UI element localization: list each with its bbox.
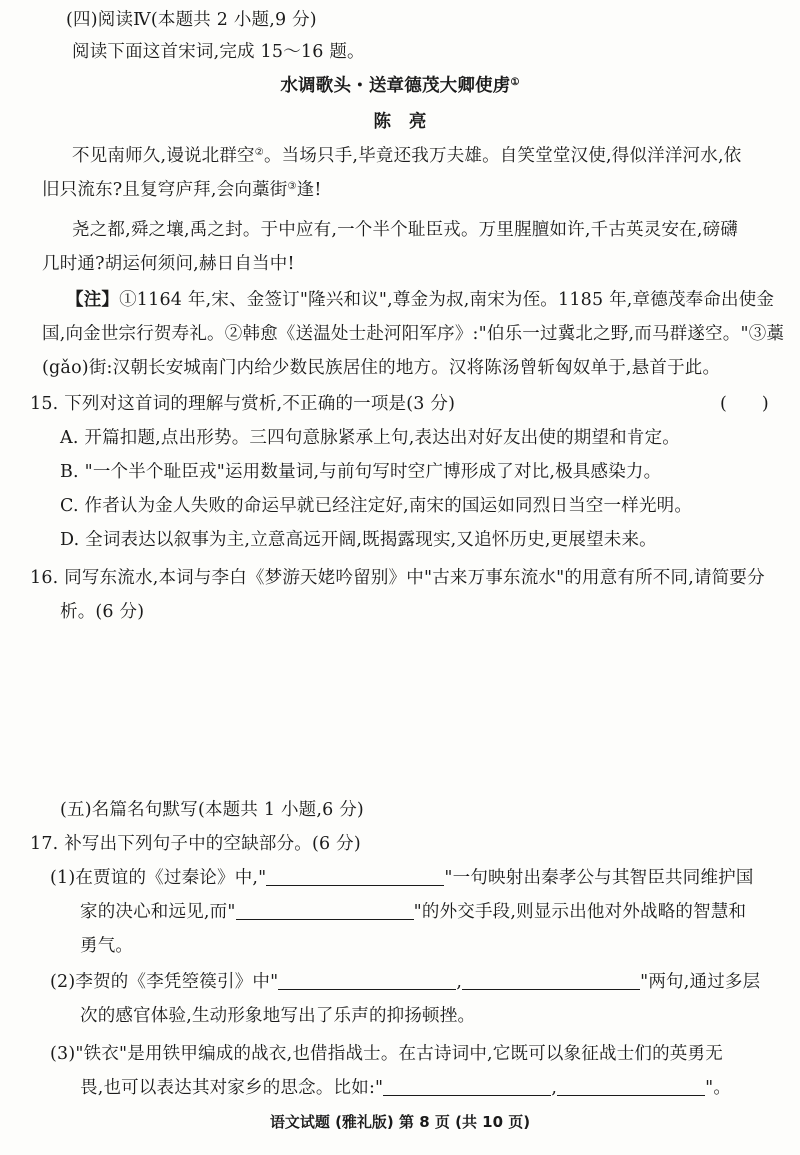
q17-stem: 17. 补写出下列句子中的空缺部分。(6 分): [30, 834, 361, 854]
q17-blank-3[interactable]: [278, 971, 456, 990]
notes-label: 【注】: [66, 290, 120, 310]
q15-answer-paren[interactable]: ( ): [720, 394, 769, 414]
q17-text: 家的决心和远见,而": [80, 902, 236, 922]
q15-stem: 15. 下列对这首词的理解与赏析,不正确的一项是(3 分): [30, 394, 456, 414]
poem-stanza2-line2: 几时通?胡运何须问,赫日自当中!: [42, 254, 295, 274]
poem-author: 陈 亮: [373, 112, 427, 132]
q17-blank-6[interactable]: [557, 1077, 705, 1096]
q15-option-b[interactable]: B. "一个半个耻臣戎"运用数量词,与前句写时空广博形成了对比,极具感染力。: [60, 462, 662, 482]
q17-text: (2)李贺的《李凭箜篌引》中": [50, 972, 279, 992]
q16-stem-line2: 析。(6 分): [60, 602, 145, 622]
poem-text: 不见南师久,谩说北群空: [72, 146, 255, 166]
poem-title: [0, 74, 800, 98]
q17-part3-line1: (3)"铁衣"是用铁甲编成的战衣,也借指战士。在古诗词中,它既可以象征战士们的英勇无: [50, 1044, 723, 1064]
footnote-ref-3: ③: [287, 181, 297, 192]
footnote-ref-2: ②: [254, 147, 264, 158]
q17-part2-line2: 次的感官体验,生动形象地写出了乐声的抑扬顿挫。: [80, 1006, 476, 1026]
section4-heading: (四)阅读Ⅳ(本题共 2 小题,9 分): [66, 10, 317, 30]
section4-instruction: 阅读下面这首宋词,完成 15～16 题。: [72, 42, 365, 62]
poem-text: 逢!: [296, 180, 322, 200]
q15-option-a[interactable]: A. 开篇扣题,点出形势。三四句意脉紧承上句,表达出对好友出使的期望和肯定。: [60, 428, 680, 448]
q15-option-d[interactable]: D. 全词表达以叙事为主,立意高远开阔,既揭露现实,又追怀历史,更展望未来。: [60, 530, 657, 550]
q17-blank-5[interactable]: [383, 1077, 551, 1096]
q17-text: 畏,也可以表达其对家乡的思念。比如:": [80, 1078, 384, 1098]
q17-text: "一句映射出秦孝公与其智臣共同维护国: [444, 868, 754, 888]
q17-blank-1[interactable]: [266, 867, 444, 886]
notes-line3: (gǎo)街:汉朝长安城南门内给少数民族居住的地方。汉将陈汤曾斩匈奴单于,悬首于此。: [42, 358, 721, 378]
q17-blank-4[interactable]: [462, 971, 640, 990]
poem-stanza2-line1: 尧之都,舜之壤,禹之封。于中应有,一个半个耻臣戎。万里腥膻如许,千古英灵安在,磅礴: [72, 220, 739, 240]
section5-heading: (五)名篇名句默写(本题共 1 小题,6 分): [60, 800, 364, 820]
q17-part1-line1: [50, 866, 754, 890]
q17-part2-line1: [50, 970, 760, 994]
notes-text: ①1164 年,宋、金签订"隆兴和议",尊金为叔,南宋为侄。1185 年,章德茂奉命出使金: [119, 290, 775, 310]
poem-stanza1-line1: [72, 144, 741, 168]
q17-part1-line3: 勇气。: [80, 936, 134, 956]
poem-stanza1-line2: [42, 178, 322, 202]
notes-line1: [66, 288, 774, 312]
q16-stem-line1: 16. 同写东流水,本词与李白《梦游天姥吟留别》中"古来万事东流水"的用意有所不同,请简要分: [30, 568, 765, 588]
poem-text: 旧只流东?且复穹庐拜,会向藁街: [42, 180, 288, 200]
poem-title-text: 水调歌头・送章德茂大卿使虏: [280, 76, 511, 96]
notes-line2: 国,向金世宗行贺寿礼。②韩愈《送温处士赴河阳军序》:"伯乐一过冀北之野,而马群遂空。"③藁: [42, 324, 785, 344]
q17-part1-line2: [80, 900, 746, 924]
q17-blank-2[interactable]: [236, 901, 414, 920]
q17-text: "的外交手段,则显示出他对外战略的智慧和: [413, 902, 747, 922]
q15-option-c[interactable]: C. 作者认为金人失败的命运早就已经注定好,南宋的国运如同烈日当空一样光明。: [60, 496, 693, 516]
q17-part3-line2: [80, 1076, 731, 1100]
poem-title-note: ①: [510, 77, 520, 88]
page-footer: 语文试题 (雅礼版) 第 8 页 (共 10 页): [269, 1113, 531, 1131]
q17-text: (1)在贾谊的《过秦论》中,": [50, 868, 267, 888]
q17-text: "两句,通过多层: [640, 972, 761, 992]
q17-text: ,: [456, 972, 463, 992]
poem-text: 。当场只手,毕竟还我万夫雄。自笑堂堂汉使,得似洋洋河水,依: [263, 146, 742, 166]
q17-text: ,: [551, 1078, 558, 1098]
q17-text: "。: [705, 1078, 732, 1098]
